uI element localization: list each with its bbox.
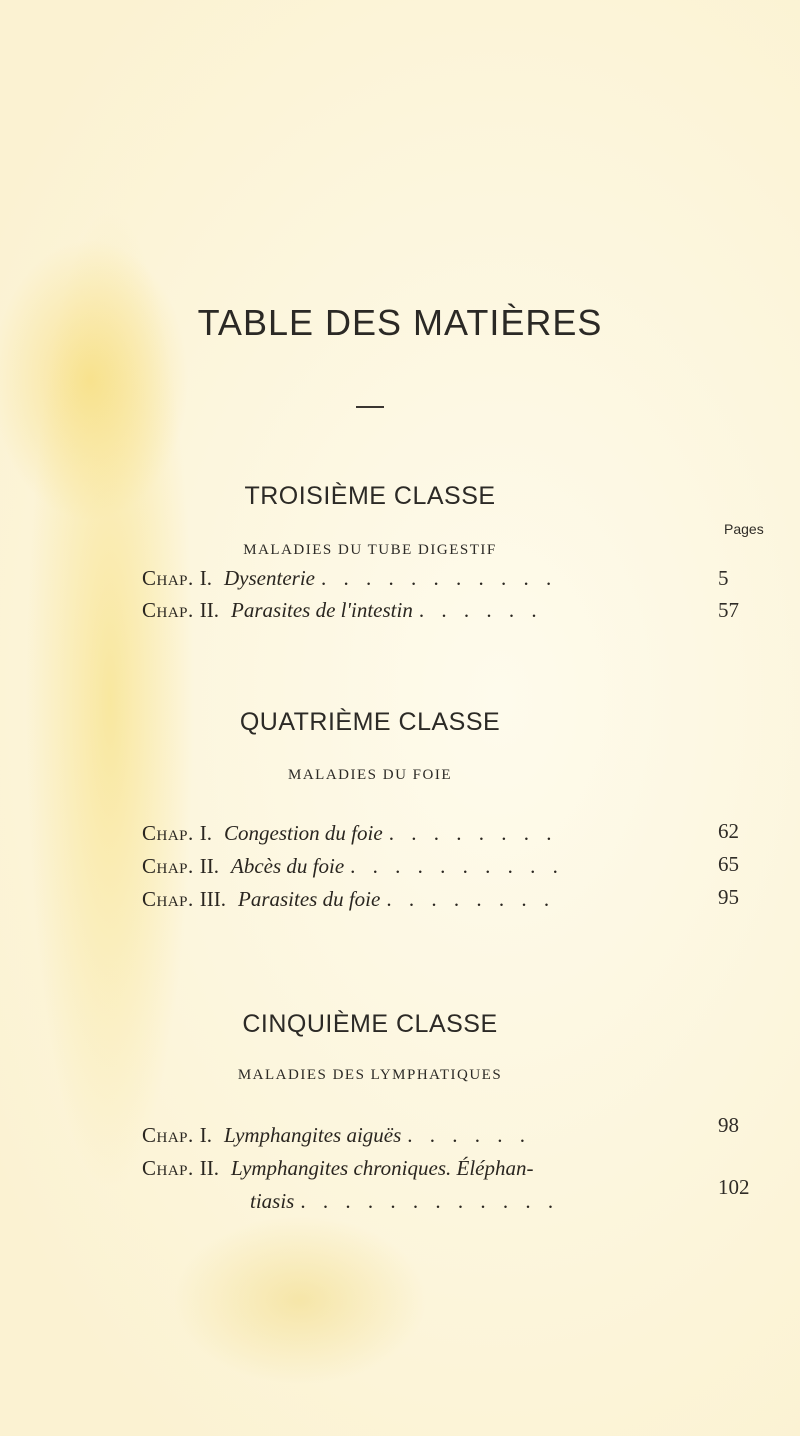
toc-entry (142, 595, 662, 625)
chapter-number: I. (199, 821, 213, 845)
chapter-title: Congestion du foie (224, 821, 383, 845)
chapter-number: III. (199, 887, 226, 911)
toc-entry (142, 563, 662, 593)
chapter-number: II. (199, 598, 220, 622)
chapter-label: Chap. (142, 1156, 194, 1180)
chapter-number: I. (199, 566, 213, 590)
toc-entry (142, 1153, 662, 1183)
pages-column-label: Pages (724, 521, 764, 537)
chapter-label: Chap. (142, 1123, 194, 1147)
section-subtitle-cinquieme: MALADIES DES LYMPHATIQUES (237, 1067, 503, 1083)
page-number: 5 (718, 566, 729, 590)
leader-dots: . . . . . . . . . . . . (300, 1189, 560, 1213)
chapter-label: Chap. (142, 566, 194, 590)
chapter-label: Chap. (142, 598, 194, 622)
chapter-number: I. (199, 1123, 213, 1147)
toc-entry (142, 1120, 662, 1150)
chapter-title: Lymphangites chroniques. Éléphan- (231, 1156, 534, 1180)
section-title-cinquieme: CINQUIÈME CLASSE (242, 1010, 498, 1038)
page-number: 65 (718, 852, 739, 876)
page-number: 57 (718, 598, 739, 622)
page-number: 98 (718, 1113, 739, 1137)
section-title-quatrieme: QUATRIÈME CLASSE (239, 708, 501, 736)
leader-dots: . . . . . . . . . . . (320, 566, 558, 590)
chapter-number: II. (199, 1156, 220, 1180)
chapter-label: Chap. (142, 887, 194, 911)
toc-entry-continuation (250, 1186, 670, 1216)
page-title: TABLE DES MATIÈRES (197, 302, 603, 343)
page-number: 102 (718, 1175, 750, 1199)
chapter-title: Abcès du foie (231, 854, 345, 878)
page-number: 62 (718, 819, 739, 843)
page-number: 95 (718, 885, 739, 909)
leader-dots: . . . . . . . . (388, 821, 558, 845)
chapter-title: Dysenterie (224, 566, 315, 590)
leader-dots: . . . . . . . . (386, 887, 556, 911)
leader-dots: . . . . . . . . . . (350, 854, 564, 878)
section-title-troisieme: TROISIÈME CLASSE (244, 482, 496, 510)
chapter-title: Parasites de l'intestin (231, 598, 413, 622)
section-subtitle-troisieme: MALADIES DU TUBE DIGESTIF (243, 542, 497, 558)
chapter-title: Parasites du foie (238, 887, 381, 911)
chapter-title: Lymphangites aiguës (224, 1123, 402, 1147)
toc-entry (142, 818, 662, 848)
section-subtitle-quatrieme: MALADIES DU FOIE (288, 767, 452, 783)
leader-dots: . . . . . . (418, 598, 543, 622)
toc-entry (142, 851, 662, 881)
chapter-number: II. (199, 854, 220, 878)
chapter-label: Chap. (142, 821, 194, 845)
chapter-title-continuation: tiasis (250, 1189, 295, 1213)
title-separator (356, 406, 384, 408)
chapter-label: Chap. (142, 854, 194, 878)
toc-entry (142, 884, 662, 914)
leader-dots: . . . . . . (407, 1123, 532, 1147)
